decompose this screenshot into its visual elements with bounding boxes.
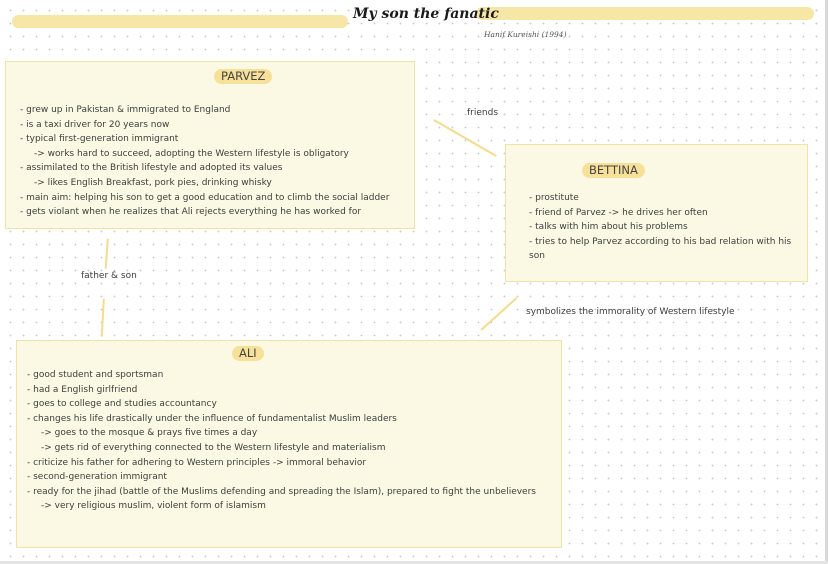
list-item: -> very religious muslim, violent form of islamism (41, 501, 266, 512)
character-name-parvez: PARVEZ (214, 69, 272, 84)
title-highlight-right (476, 7, 814, 20)
list-item: -> likes English Breakfast, pork pies, drinking whisky (34, 177, 272, 188)
relation-label-immorality: symbolizes the immorality of Western lifestyle (526, 307, 735, 317)
list-item: - prostitute (529, 193, 579, 203)
list-item: - tries to help Parvez according to his bad relation with his (529, 236, 792, 247)
character-name-ali: ALI (232, 346, 264, 361)
list-item: -> gets rid of everything connected to the Western lifestyle and materialism (41, 442, 386, 453)
list-item: -> works hard to succeed, adopting the Western lifestyle is obligatory (34, 148, 349, 159)
list-item: son (529, 251, 545, 262)
character-box-bettina (505, 144, 808, 282)
connector-parvez-ali-upper (105, 239, 109, 269)
parvez-traits-list (20, 103, 389, 220)
ali-traits-list (27, 368, 536, 514)
title-highlight-left (12, 15, 348, 28)
author-credit: Hanif Kureishi (1994) (484, 30, 567, 39)
character-name-bettina: BETTINA (582, 163, 645, 178)
list-item: - main aim: helping his son to get a good education and to climb the social ladder (20, 192, 390, 203)
list-item: - friend of Parvez -> he drives her often (529, 207, 708, 218)
bettina-traits-list (529, 191, 791, 264)
list-item: - had a English girlfriend (27, 384, 138, 395)
list-item: - changes his life drastically under the influence of fundamentalist Muslim leaders (27, 413, 397, 424)
list-item: - is a taxi driver for 20 years now (20, 119, 170, 130)
relation-label-father-son: father & son (81, 271, 137, 281)
list-item: -> goes to the mosque & prays five times a day (41, 428, 258, 439)
list-item: - assimilated to the British lifestyle and adopted its values (20, 163, 283, 174)
list-item: - good student and sportsman (27, 370, 164, 380)
list-item: - talks with him about his problems (529, 222, 688, 233)
list-item: - typical first-generation immigrant (20, 134, 179, 145)
list-item: - grew up in Pakistan & immigrated to England (20, 105, 231, 115)
list-item: - criticize his father for adhering to Western principles -> immoral behavior (27, 457, 367, 468)
list-item: - goes to college and studies accountancy (27, 399, 217, 410)
list-item: - ready for the jihad (battle of the Muslims defending and spreading the Islam), prepared to fight the unbelievers (27, 486, 536, 497)
page-title: My son the fanatic (353, 6, 499, 22)
character-box-ali (16, 340, 562, 548)
list-item: - second-generation immigrant (27, 472, 167, 483)
connector-bettina-note (480, 297, 517, 330)
list-item: - gets violant when he realizes that Ali rejects everything he has worked for (20, 207, 362, 218)
character-box-parvez (5, 61, 415, 229)
connector-parvez-ali-lower (101, 299, 105, 337)
relation-label-friends: friends (467, 108, 499, 118)
connector-parvez-bettina (434, 119, 497, 156)
